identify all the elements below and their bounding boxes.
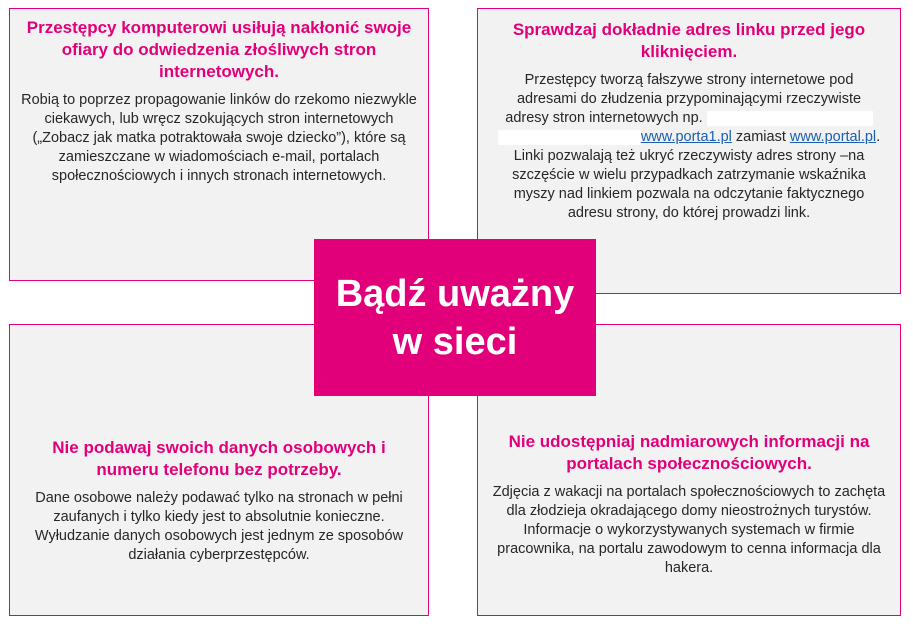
tip-content bbox=[496, 19, 882, 223]
tip-body: Dane osobowe należy podawać tylko na stronach w pełni zaufanych i tylko kiedy jest to absolutnie konieczne. Wyłudzanie danych osobowych jest jednym ze sposobów działania cyberprzestępców. bbox=[34, 490, 404, 563]
fake-link[interactable]: www.porta1.pl bbox=[640, 129, 732, 145]
tip-content bbox=[18, 17, 420, 186]
tip-body-part2: zamiast bbox=[731, 129, 786, 145]
tip-heading: Przestępcy komputerowi usiłują nakłonić swoje ofiary do odwiedzenia złośliwych stron internetowych. bbox=[26, 18, 412, 81]
real-link[interactable]: www.portal.pl bbox=[789, 129, 877, 145]
tip-body-part3: . Linki pozwalają też ukryć rzeczywisty adres strony –na szczęście w wielu przypadkach zatrzymanie wskaźnika myszy nad linkiem pozwala na odczytanie faktycznego adresu strony, do której prowadzi link. bbox=[512, 129, 881, 221]
tip-body bbox=[496, 71, 882, 223]
center-title-line2: w sieci bbox=[392, 320, 518, 363]
redacted-area bbox=[498, 130, 641, 145]
tip-content bbox=[488, 431, 890, 578]
tip-heading: Sprawdzaj dokładnie adres linku przed jego kliknięciem. bbox=[512, 20, 866, 61]
center-title-box bbox=[314, 239, 596, 396]
center-title-line1: Bądź uważny bbox=[335, 272, 575, 315]
tip-heading: Nie udostępniaj nadmiarowych informacji na portalach społecznościowych. bbox=[508, 432, 870, 473]
redacted-area bbox=[707, 111, 873, 126]
tip-content bbox=[24, 437, 414, 565]
tip-body-part1: Przestępcy tworzą fałszywe strony internetowe pod adresami do złudzenia przypominającymi rzeczywiste adresy stron internetowych np. bbox=[505, 72, 862, 126]
tip-heading: Nie podawaj swoich danych osobowych i numeru telefonu bez potrzeby. bbox=[52, 438, 386, 479]
tip-body: Robią to poprzez propagowanie linków do rzekomo niezwykle ciekawych, lub wręcz szokujących stron internetowych („Zobacz jak matka potraktowała swoje dziecko”), które są zamieszczane w wiadomościach e-mail, portalach społecznościowych i innych stronach internetowych. bbox=[21, 92, 417, 184]
tip-body: Zdjęcia z wakacji na portalach społecznościowych to zachęta dla złodzieja okradającego domy nieostrożnych turystów. Informacje o wykorzystywanych systemach w firmie pracownika, na portalu zawodowym to cenna informacja dla hakera. bbox=[492, 484, 886, 576]
